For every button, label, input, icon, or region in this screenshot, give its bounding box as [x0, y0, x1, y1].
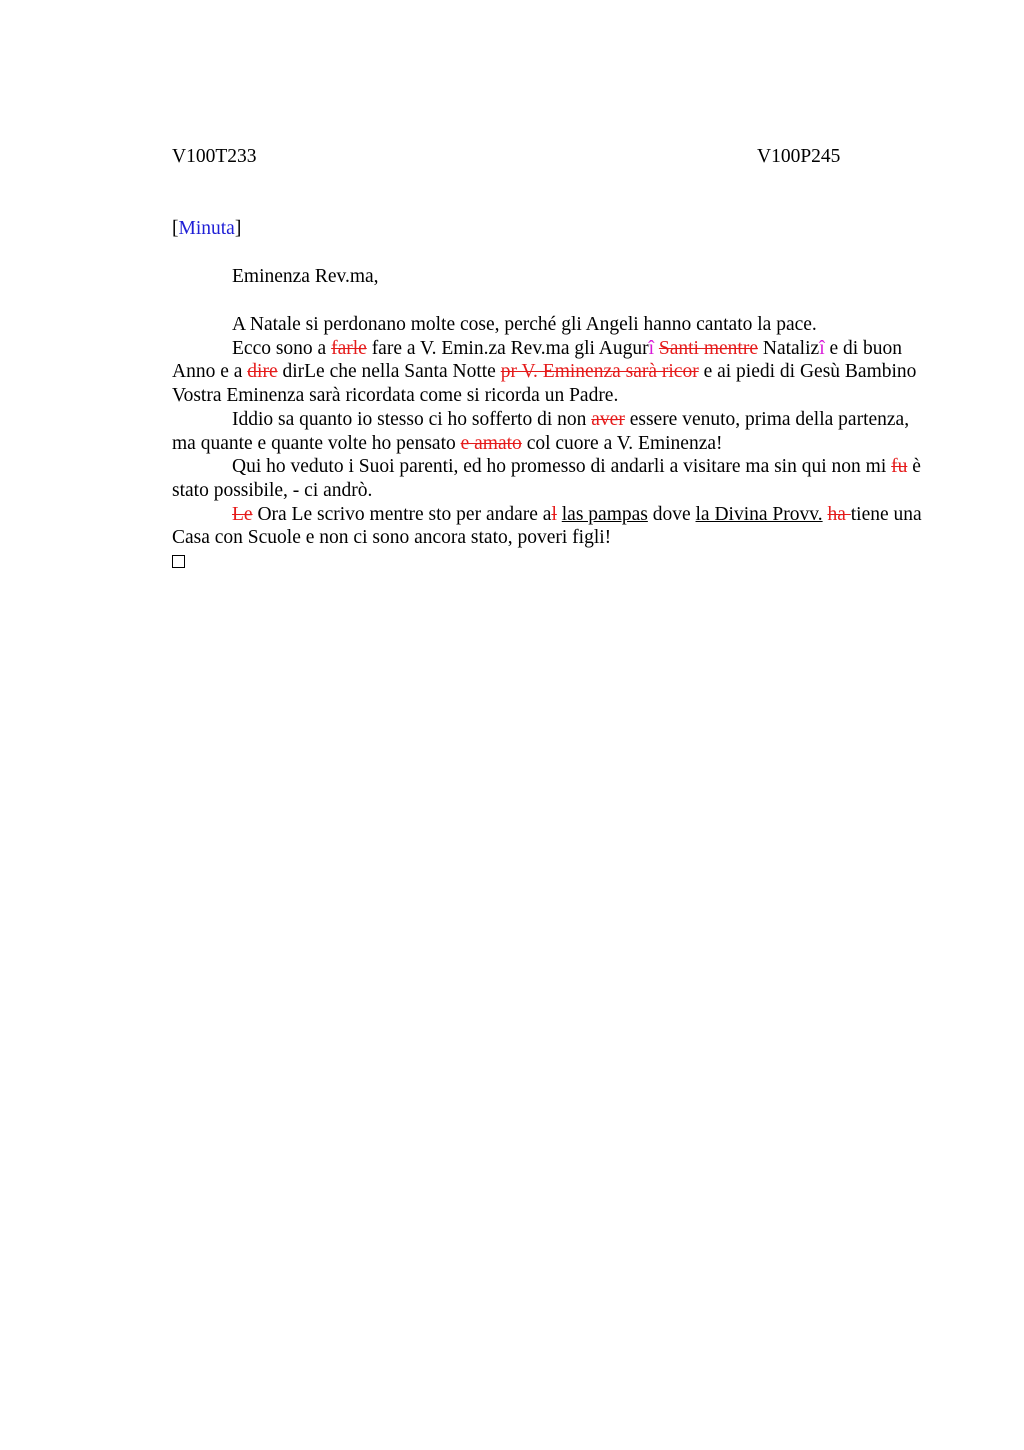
minuta-label [172, 218, 241, 240]
deleted-text: farle [331, 337, 367, 359]
deleted-text: l [551, 503, 557, 525]
paragraph-4 [172, 455, 932, 502]
text: dove [647, 503, 696, 525]
deleted-text: Santi mentre [658, 337, 758, 359]
text: Ecco sono a [232, 337, 332, 359]
document-code-left: V100T233 [172, 146, 257, 167]
text: col cuore a V. Eminenza! [521, 432, 723, 454]
paragraph-2 [172, 337, 932, 408]
deleted-text: e amato [460, 432, 522, 454]
document-header [172, 146, 932, 170]
deleted-text: aver [591, 408, 625, 430]
underlined-text: las pampas [561, 503, 648, 525]
text: Qui ho veduto i Suoi parenti, ed ho promesso di andarli a visitare ma sin qui non mi [232, 456, 892, 478]
text: dirLe che nella Santa Notte [277, 361, 501, 383]
deleted-text: ha [827, 503, 851, 525]
deleted-text: Le [232, 503, 253, 525]
deleted-text: dire [247, 361, 278, 383]
text: e ai piedi di Gesù Bambino Vostra Eminenza sarà ricordata come si ricorda un Padre. [172, 361, 917, 407]
inserted-mark: î [648, 337, 655, 359]
deleted-text: fu [891, 456, 908, 478]
minuta-text: Minuta [178, 218, 235, 239]
letter-body [172, 313, 932, 574]
text: fare a V. Emin.za Rev.ma gli Augur [366, 337, 649, 359]
minuta-close-bracket: ] [234, 218, 242, 239]
text: e di buon Anno e a [172, 337, 903, 383]
text: A Natale si perdonano molte cose, perché gli Angeli hanno cantato la pace. [232, 314, 817, 335]
text: tiene una Casa con Scuole e non ci sono ancora stato, poveri figli! [172, 503, 922, 549]
text: Iddio sa quanto io stesso ci ho sofferto di non [232, 408, 592, 430]
paragraph-3 [172, 408, 932, 455]
minuta-open-bracket: [ [172, 218, 179, 239]
deleted-text: pr V. Eminenza sarà ricor [500, 361, 699, 383]
text: Ora Le scrivo mentre sto per andare a [252, 503, 552, 525]
document-code-right: V100P245 [757, 146, 841, 167]
end-marker [172, 550, 932, 574]
salutation: Eminenza Rev.ma, [232, 266, 379, 287]
text: Nataliz [758, 337, 820, 359]
paragraph-1 [172, 313, 932, 337]
square-box-icon [172, 555, 185, 568]
inserted-mark: î [819, 337, 825, 359]
text: è stato possibile, - ci andrò. [172, 456, 921, 501]
underlined-text: la Divina Provv. [695, 503, 823, 525]
text: essere venuto, prima della partenza, ma quante e quante volte ho pensato [172, 408, 910, 454]
paragraph-5 [172, 503, 932, 550]
